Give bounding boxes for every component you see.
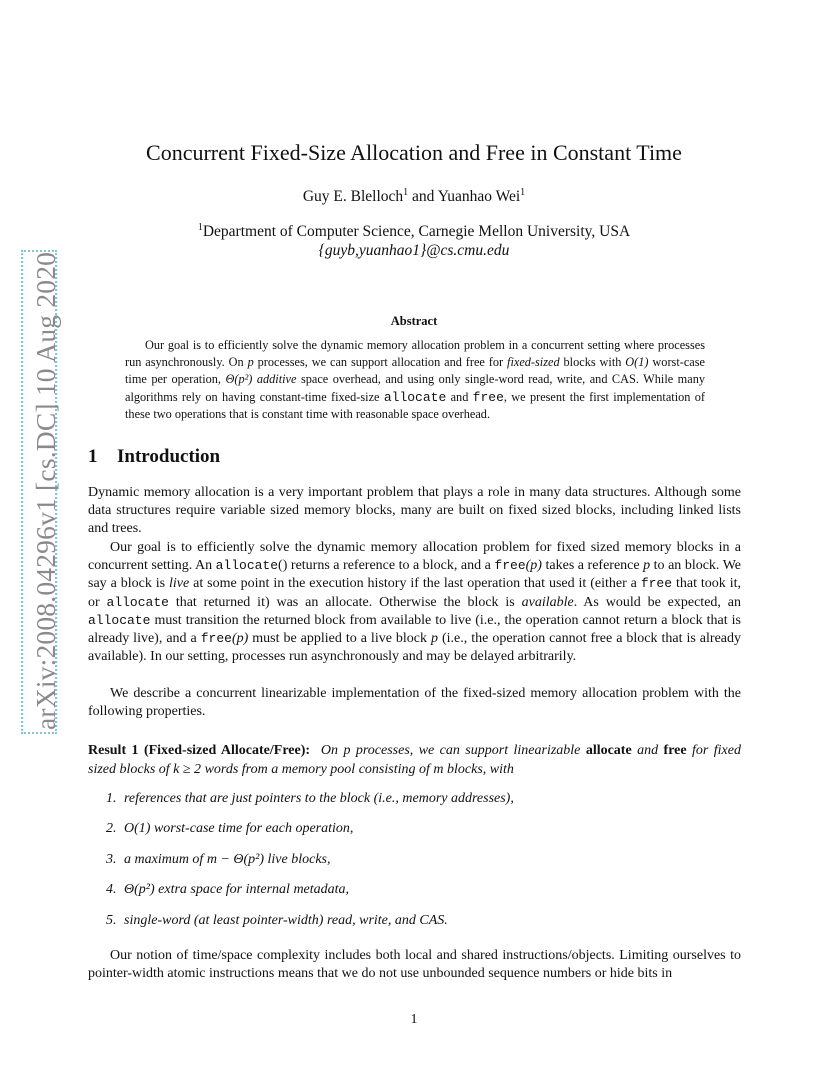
list-item [106,882,349,898]
math: O(1) [124,821,151,836]
paragraph: Our notion of time/space complexity includes both local and shared instructions/objects. Limiting ourselves to pointer-width atomic instructions means that we do not use unbounded sequence numbers or hide bits in [88,948,741,982]
emphasis: additive [256,372,297,387]
math: p [431,631,438,647]
text: at some point in the execution history if the last operation that used it (either a [189,576,641,592]
arxiv-identifier: arXiv:2008.04296v1 [cs.DC] 10 Aug 2020 [30,251,61,730]
author-email: {guyb,yuanhao1}@cs.cmu.edu [318,242,510,259]
text: processes, we can support linearizable [350,743,586,758]
text: processes, we can support allocation and free for [253,355,508,370]
text: must transition the returned block from available to live (i.e., the operation cannot return a block that is already live), and a [88,612,741,647]
author-line [0,188,828,206]
code: free [640,576,673,592]
emphasis: live [169,576,190,592]
section-number: 1 [88,446,98,467]
list-text: live blocks, [264,852,331,867]
text: : [305,743,311,758]
text: for fixed sized blocks of [88,743,741,777]
author-conjunction: and [408,188,438,205]
author-affil-mark: 1 [520,187,526,198]
list-item [106,821,353,837]
author-affil-mark: 1 [403,187,409,198]
list-text: worst-case time for each operation, [150,821,354,836]
text: that returned it) was an allocate. Otherwise the block is [168,594,522,610]
math: (p) [525,558,542,574]
emphasis: fixed-sized [507,355,560,370]
text: space overhead, and using only single-word read, write, and CAS. While many algorithms rely on having constant-time fixed-size [125,372,706,404]
list-text: extra space for internal metadata, [154,882,350,897]
math: p [247,355,254,370]
text: and [446,389,473,404]
abstract-text [125,337,705,423]
list-number: 1. [106,791,117,806]
affiliation [0,222,828,260]
paper-title: Concurrent Fixed-Size Allocation and Free in Constant Time [146,140,682,165]
list-number: 4. [106,882,117,897]
math: Θ(p²) [124,882,155,897]
code: allocate [106,594,169,610]
result-label: Result 1 (Fixed-sized Allocate/Free) [88,743,306,758]
result-statement [88,741,741,779]
list-item [106,852,331,868]
list-number: 2. [106,821,117,836]
text: words from a memory pool consisting of [201,762,434,777]
code: allocate [88,612,151,628]
section-heading [88,446,220,468]
text: takes a reference [541,558,644,574]
code: allocate [215,558,279,574]
paragraph: We describe a concurrent linearizable implementation of the fixed-sized memory allocation problem with the following properties. [88,686,741,720]
list-item [106,791,514,807]
text: to an block. We say a block is [88,558,742,592]
text: returns a reference to a block, and a [287,558,495,574]
abstract-heading: Abstract [390,314,438,328]
paragraph [88,539,741,666]
math: m − Θ(p²) [206,852,265,867]
list-text: single-word (at least pointer-width) read, write, and CAS. [124,913,448,928]
text: , we present the first implementation of these two operations that is constant time with reasonable space overhead. [125,389,706,421]
code: free [494,558,526,574]
text: (i.e., the operation cannot free a block that is already available). In our setting, processes run asynchronously and may be delayed arbitrarily. [88,631,741,665]
author-name: Yuanhao Wei [437,188,521,205]
text: . As would be expected, an [573,594,741,610]
code: free [200,631,232,647]
math: p [643,558,651,574]
math: p [343,743,351,758]
list-number: 3. [106,852,117,867]
affiliation-mark: 1 [197,222,203,233]
bold-term: allocate [585,743,632,758]
text: Our goal is to efficiently solve the dynamic memory allocation problem for fixed sized memory blocks in a concurrent setting. An [88,540,741,574]
emphasis: available [521,594,574,610]
affiliation-line [0,222,828,241]
section-title: Introduction [117,446,221,467]
text: blocks with [559,355,626,370]
paragraph: Dynamic memory allocation is a very important problem that plays a role in many data structures. Although some data structures require variable sized memory blocks, many are built on fixed sized blocks, including linked lists and trees. [88,485,741,537]
text: must be applied to a live block [248,631,431,647]
bold-term: free [663,743,687,758]
text: On [320,743,344,758]
text: Our goal is to efficiently solve the dynamic memory allocation problem in a concurrent setting where processes run asynchronously. On [125,338,705,370]
list-number: 5. [106,913,117,928]
code: free [472,389,504,405]
math: (p) [231,631,249,647]
page-number: 1 [410,1012,418,1027]
math: m [433,762,444,777]
math: O(1) [625,355,649,370]
text: worst-case time per operation, [125,355,706,387]
list-text: references that are just pointers to the block (i.e., memory addresses), [124,791,514,806]
list-text: a maximum of [124,852,207,867]
text: () [278,558,288,574]
text: that took it, or [88,576,741,610]
list-item [106,913,448,929]
affiliation-text: Department of Computer Science, Carnegie Mellon University, USA [202,223,631,240]
text: blocks, with [443,762,514,777]
author-name: Guy E. Blelloch [302,188,404,205]
code: allocate [383,389,447,405]
text: and [631,743,664,758]
math: Θ(p²) [225,372,253,387]
math: k ≥ 2 [173,762,202,777]
